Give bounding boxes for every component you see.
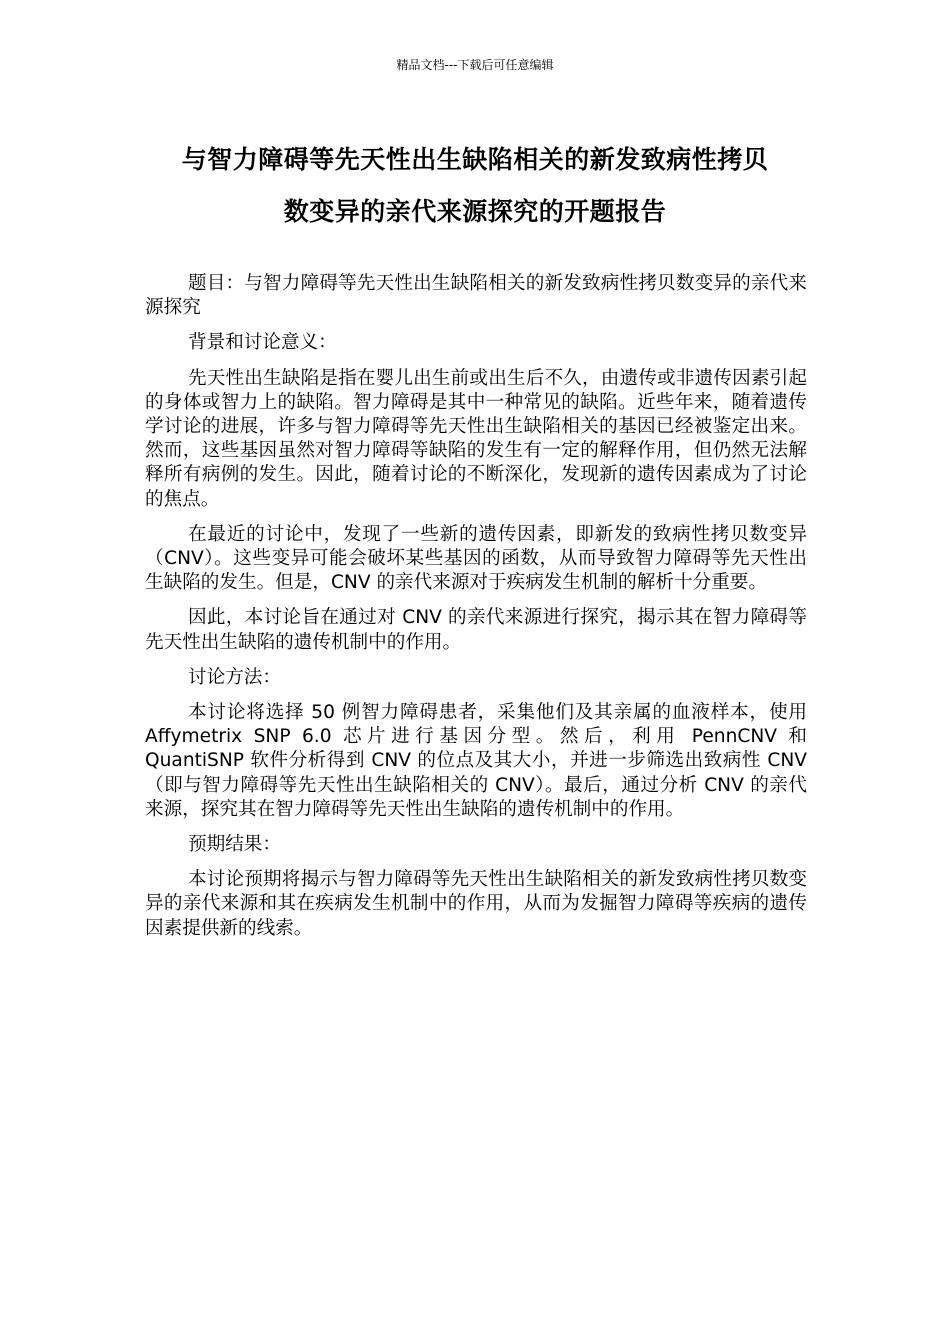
document-title <box>140 134 810 238</box>
background-paragraph-1: 先天性出生缺陷是指在婴儿出生前或出生后不久，由遗传或非遗传因素引起的身体或智力上的缺陷。智力障碍是其中一种常见的缺陷。近些年来，随着遗传学讨论的进展，许多与智力障碍等先天性出生缺陷相关的基因已经被鉴定出来。然而，这些基因虽然对智力障碍等缺陷的发生有一定的解释作用，但仍然无法解释所有病例的发生。因此，随着讨论的不断深化，发现新的遗传因素成为了讨论的焦点。 <box>145 367 807 510</box>
topic-paragraph: 题目：与智力障碍等先天性出生缺陷相关的新发致病性拷贝数变异的亲代来源探究 <box>145 273 807 319</box>
document-body <box>145 272 807 952</box>
page-header: 精品文档---下载后可任意编辑 <box>396 58 554 72</box>
methods-paragraph: 本讨论将选择 50 例智力障碍患者，采集他们及其亲属的血液样本，使用 Affymetrix SNP 6.0 芯片进行基因分型。然后，利用 PennCNV 和 QuantiSNP 软件分析得到 CNV 的位点及其大小，并进一步筛选出致病性 CNV（即与智力障碍等先天性出生缺陷相关的 CNV）。最后，通过分析 CNV 的亲代来源，探究其在智力障碍等先天性出生缺陷的遗传机制中的作用。 <box>145 702 807 820</box>
background-heading: 背景和讨论意义： <box>188 332 337 354</box>
methods-heading: 讨论方法： <box>188 666 281 688</box>
background-paragraph-2: 在最近的讨论中，发现了一些新的遗传因素，即新发的致病性拷贝数变异（CNV）。这些变异可能会破坏某些基因的函数，从而导致智力障碍等先天性出生缺陷的发生。但是，CNV 的亲代来源对于疾病发生机制的解析十分重要。 <box>145 523 807 594</box>
background-paragraph-3: 因此，本讨论旨在通过对 CNV 的亲代来源进行探究，揭示其在智力障碍等先天性出生缺陷的遗传机制中的作用。 <box>145 607 807 653</box>
results-heading: 预期结果： <box>188 834 281 856</box>
document-title-line-1: 与智力障碍等先天性出生缺陷相关的新发致病性拷贝 <box>181 145 769 174</box>
results-paragraph: 本讨论预期将揭示与智力障碍等先天性出生缺陷相关的新发致病性拷贝数变异的亲代来源和其在疾病发生机制中的作用，从而为发掘智力障碍等疾病的遗传因素提供新的线索。 <box>145 869 807 939</box>
document-title-line-2: 数变异的亲代来源探究的开题报告 <box>283 197 667 226</box>
